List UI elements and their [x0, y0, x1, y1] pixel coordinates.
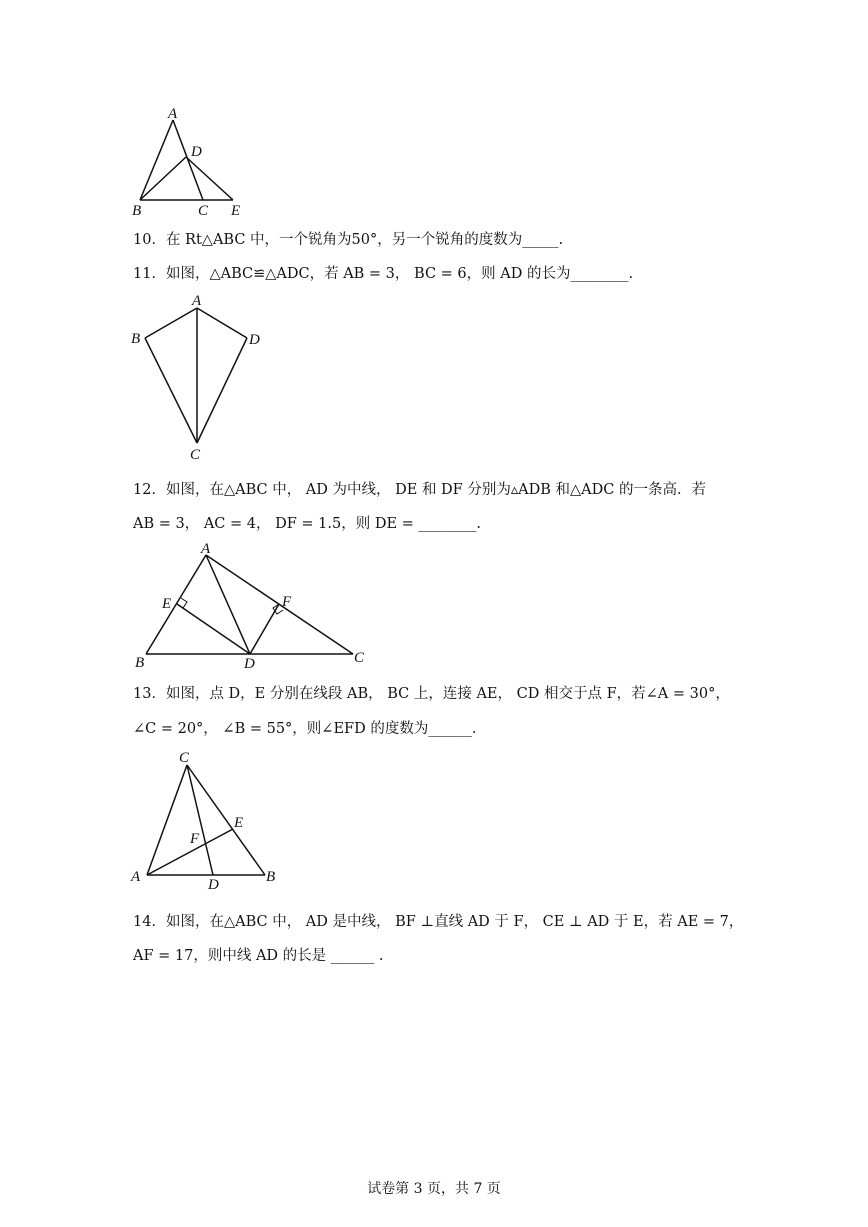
- question-13-line-2: ∠C = 20°， ∠B = 55°，则∠EFD 的度数为______.: [133, 721, 477, 737]
- point-label-b: B: [132, 203, 142, 219]
- figure-11-kite: [125, 288, 275, 463]
- point-label-b: B: [131, 331, 141, 347]
- question-14-line-2: AF = 17，则中线 AD 的长是 ______ .: [133, 948, 384, 964]
- point-label-f: F: [282, 594, 292, 610]
- figure-13-triangle-cevians: [125, 745, 295, 895]
- question-12-line-1: 12．如图，在△ABC 中， AD 为中线， DE 和 DF 分别为▵ADB 和△ADC 的一条高．若: [133, 482, 706, 498]
- point-label-e: E: [234, 815, 244, 831]
- question-13-line-1: 13．如图，点 D，E 分别在线段 AB， BC 上，连接 AE， CD 相交于点 F，若∠A = 30°，: [133, 686, 730, 702]
- point-label-d: D: [244, 656, 255, 672]
- question-10: 10．在 Rt△ABC 中，一个锐角为50°，另一个锐角的度数为_____.: [133, 232, 564, 248]
- point-label-a: A: [192, 293, 202, 309]
- point-label-c: C: [354, 650, 365, 666]
- point-label-e: E: [231, 203, 241, 219]
- point-label-b: B: [266, 869, 276, 885]
- question-14-line-1: 14．如图，在△ABC 中， AD 是中线， BF ⊥直线 AD 于 F， CE ⊥ AD 于 E，若 AE = 7，: [133, 914, 744, 930]
- point-label-d: D: [191, 144, 202, 160]
- question-11: 11．如图，△ABC≌△ADC，若 AB = 3， BC = 6，则 AD 的长为________.: [133, 266, 634, 282]
- point-label-a: A: [168, 106, 178, 122]
- figure-12-triangle-heights: [125, 538, 375, 673]
- figure-top-triangle: [125, 100, 265, 225]
- point-label-b: B: [135, 655, 145, 671]
- point-label-a: A: [131, 869, 141, 885]
- point-label-d: D: [249, 332, 260, 348]
- point-label-a: A: [201, 541, 211, 557]
- point-label-d: D: [208, 877, 219, 893]
- point-label-c: C: [179, 750, 190, 766]
- point-label-c: C: [190, 447, 201, 463]
- question-12-line-2: AB = 3， AC = 4， DF = 1.5，则 DE = ________.: [133, 516, 482, 532]
- point-label-f: F: [190, 831, 200, 847]
- point-label-c: C: [198, 203, 209, 219]
- page-footer: 试卷第 3 页，共 7 页: [367, 1181, 501, 1197]
- point-label-e: E: [162, 596, 172, 612]
